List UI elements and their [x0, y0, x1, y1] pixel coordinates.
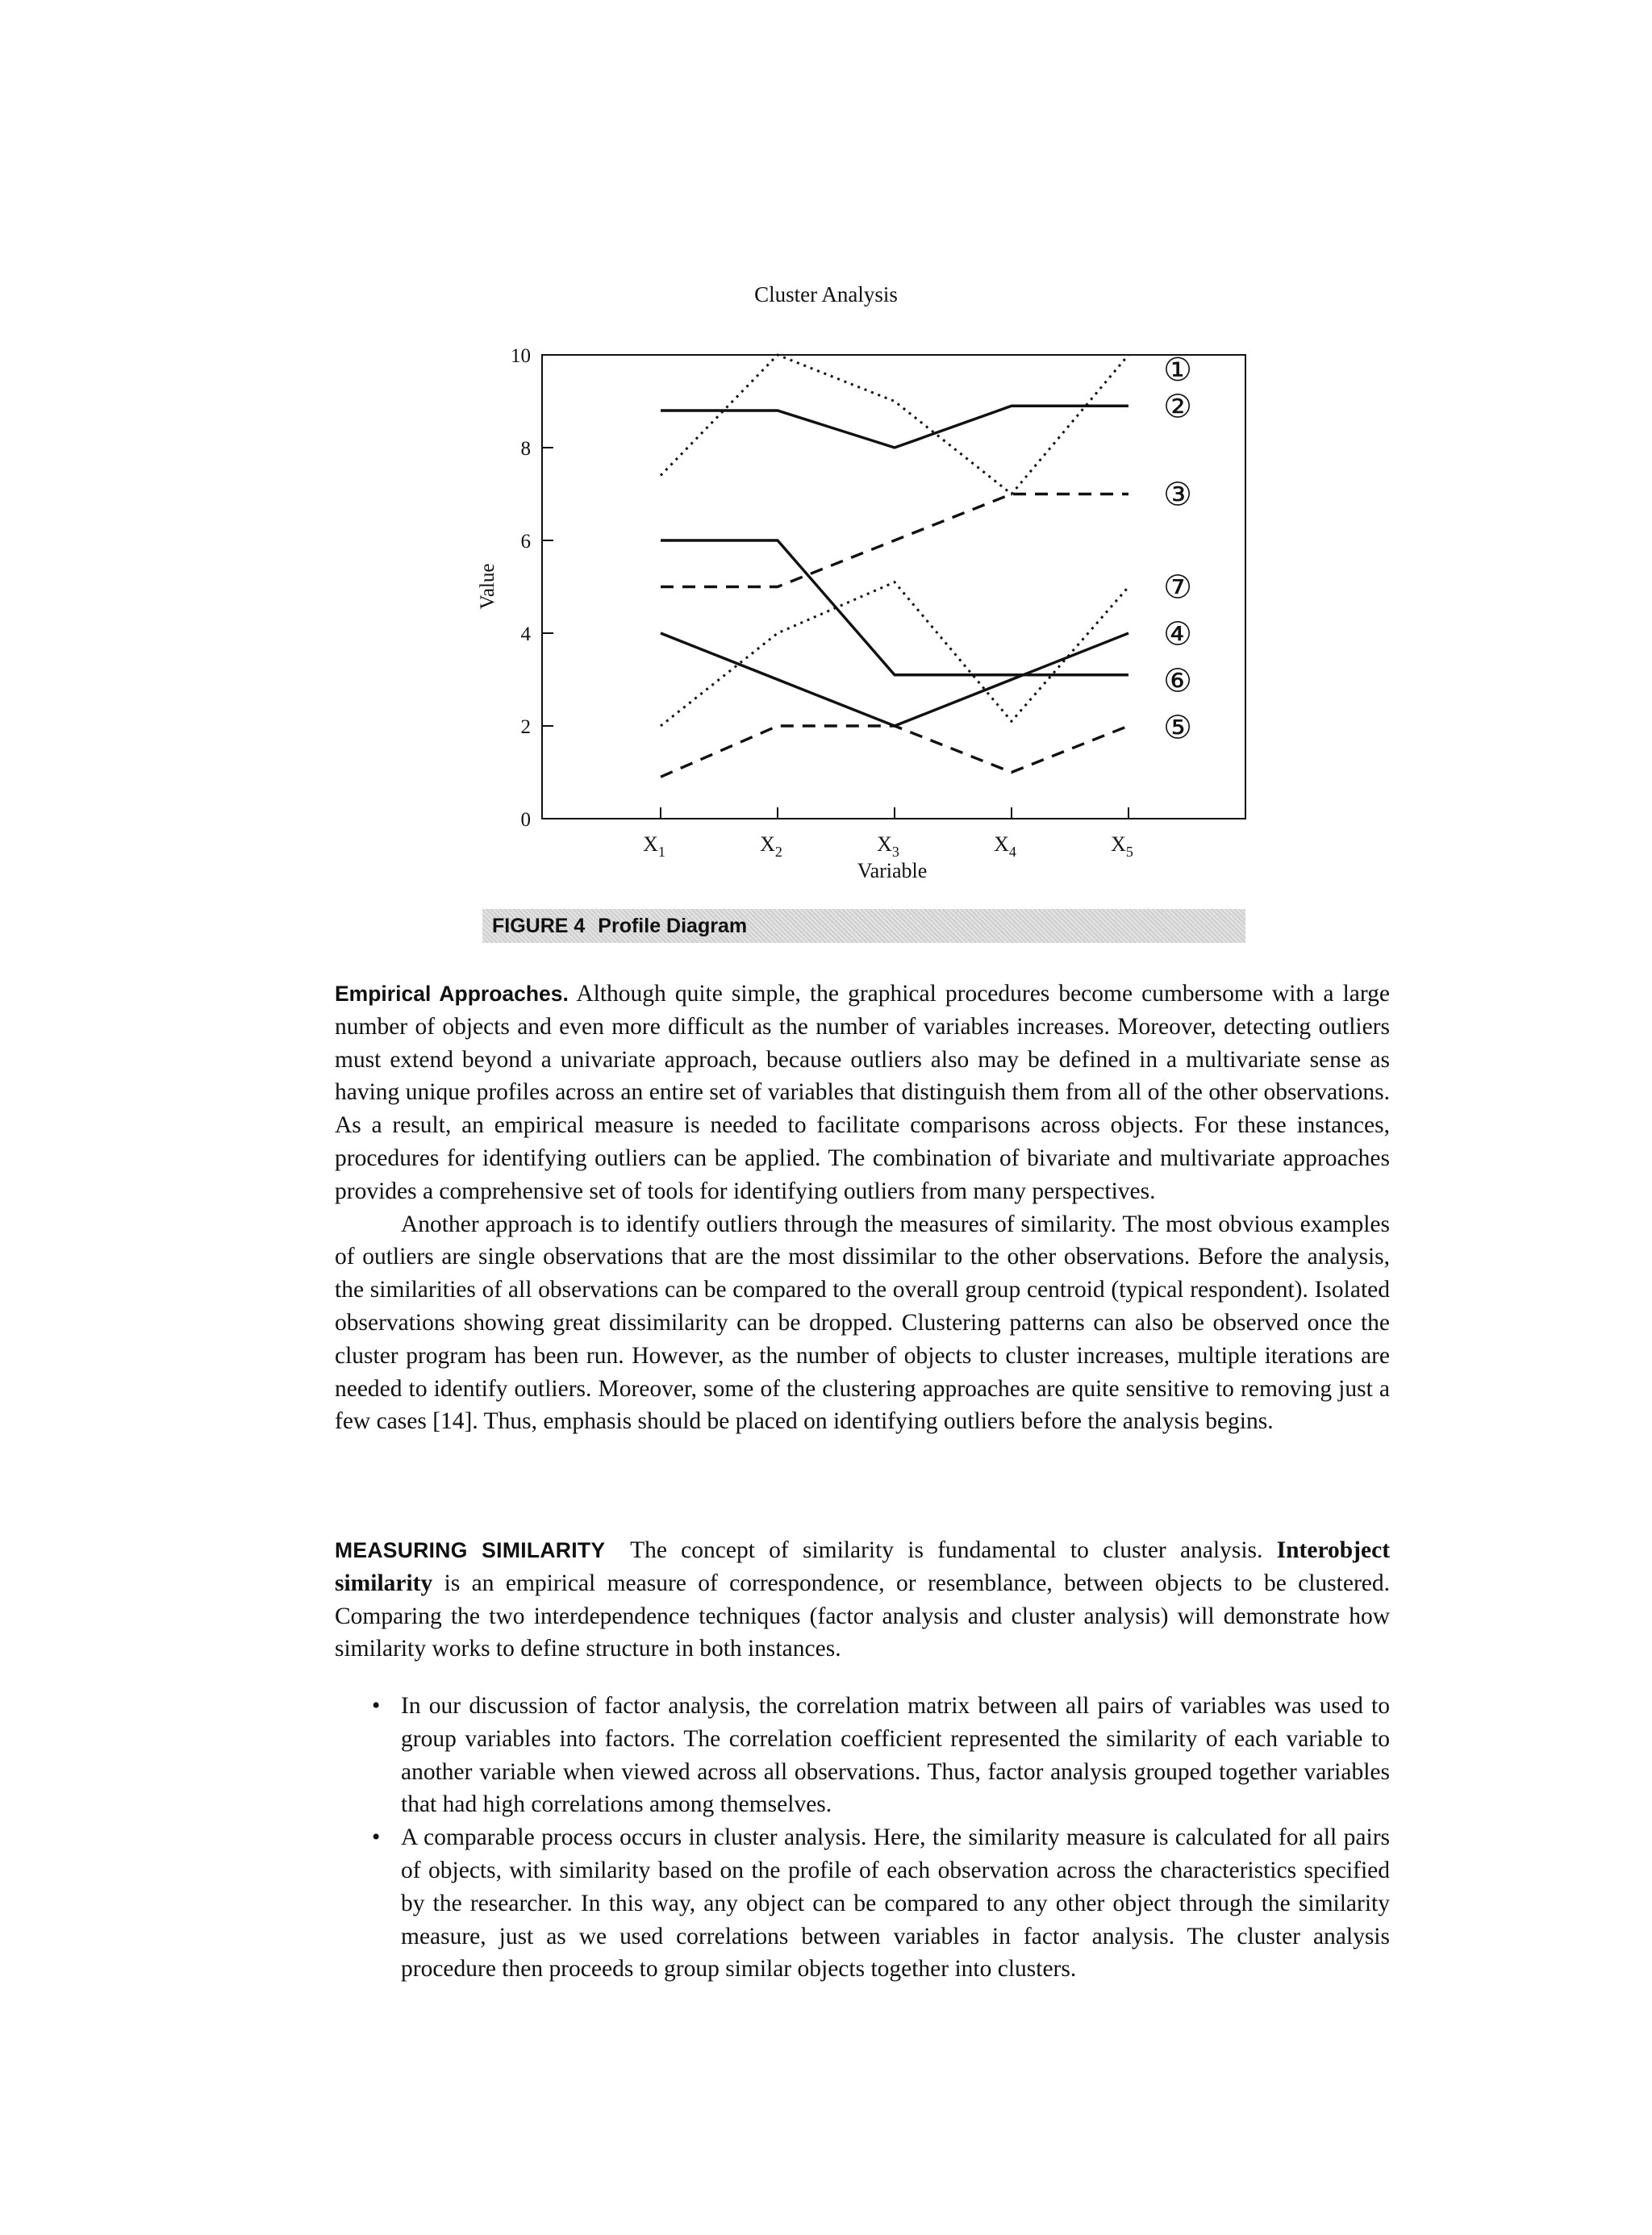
series-marker-2: ②	[1163, 388, 1192, 425]
paragraph	[335, 1534, 1390, 1666]
y-axis-label: Value	[477, 563, 499, 610]
series-line-1	[661, 355, 1128, 494]
section-measuring-similarity	[335, 1534, 1390, 1666]
y-tick-label: 0	[520, 809, 531, 831]
list-item	[335, 1690, 1390, 1821]
x-tick-label: $X_1$	[643, 832, 665, 860]
series-line-6	[661, 540, 1128, 675]
y-tick-label: 10	[511, 345, 531, 367]
y-axis	[511, 345, 553, 831]
key-term: Interobject similarity	[335, 1537, 1391, 1596]
series-marker-6: ⑥	[1163, 662, 1192, 699]
x-axis-label: Variable	[857, 859, 928, 882]
series-line-2	[661, 406, 1128, 448]
series-markers	[1163, 352, 1192, 746]
x-tick-label: $X_3$	[877, 832, 899, 860]
series-line-4	[661, 633, 1128, 726]
list-item-text: In our discussion of factor analysis, the correlation matrix between all pairs of variables was used to group variables into factors. The correlation coefficient represented the similarity of each variable to another variable when viewed across all observations. Thus, factor analysis grouped together variables that had high correlations among themselves.	[401, 1693, 1390, 1818]
x-tick-label: $X_2$	[760, 832, 782, 860]
series-marker-1: ①	[1163, 352, 1192, 388]
series-lines	[661, 355, 1128, 777]
series-line-7	[661, 582, 1128, 726]
paragraph-text: Although quite simple, the graphical procedures become cumbersome with a large number of objects and even more difficult as the number of variables increases. Moreover, detecting outliers must extend beyond a univariate approach, because outliers also may be defined in a multivariate sense as having unique profiles across an entire set of variables that distinguish them from all of the other observations. As a result, an empirical measure is needed to facilitate comparisons across objects. For these instances, procedures for identifying outliers can be applied. The combination of bivariate and multivariate approaches provides a comprehensive set of tools for identifying outliers from many perspectives.	[335, 981, 1390, 1204]
section-empirical-approaches	[335, 978, 1390, 1438]
series-marker-4: ④	[1163, 615, 1192, 653]
x-tick-label: $X_4$	[994, 832, 1016, 860]
figure-caption	[482, 909, 1245, 943]
series-marker-5: ⑤	[1163, 709, 1192, 746]
y-tick-label: 2	[520, 716, 531, 738]
profile-diagram-chart	[0, 0, 1652, 911]
series-line-5	[661, 726, 1128, 777]
series-marker-7: ⑦	[1163, 569, 1192, 606]
series-marker-3: ③	[1163, 476, 1192, 513]
section-heading: Empirical Approaches.	[335, 982, 569, 1006]
section-heading: MEASURING SIMILARITY	[335, 1538, 606, 1562]
figure-number: FIGURE 4	[492, 915, 586, 937]
running-head: Cluster Analysis	[754, 282, 898, 306]
plot-frame	[542, 355, 1245, 819]
paragraph	[335, 978, 1390, 1208]
x-tick-label: $X_5$	[1111, 832, 1133, 860]
list-item	[335, 1821, 1390, 1986]
paragraph: Another approach is to identify outliers through the measures of similarity. The most obvious examples of outliers are single observations that are the most dissimilar to the other observations. Before the analysis, the similarities of all observations can be compared to the overall group centroid (typical respondent). Isolated observations showing great dissimilarity can be dropped. Clustering patterns can also be observed once the cluster program has been run. However, as the number of objects to cluster increases, multiple iterations are needed to identify outliers. Moreover, some of the clustering approaches are quite sensitive to removing just a few cases [14]. Thus, emphasis should be placed on identifying outliers before the analysis begins.	[335, 1211, 1390, 1435]
bullet-list	[335, 1690, 1390, 1986]
paragraph-lead: The concept of similarity is fundamental to cluster analysis.	[630, 1537, 1263, 1563]
list-item-text: A comparable process occurs in cluster analysis. Here, the similarity measure is calculated for all pairs of objects, with similarity based on the profile of each observation across the characteristics specified by the researcher. In this way, any object can be compared to any other object through the similarity measure, just as we used correlations between variables in factor analysis. The cluster analysis procedure then proceeds to group similar objects together into clusters.	[401, 1824, 1390, 1983]
x-axis	[643, 807, 1133, 860]
y-tick-label: 6	[520, 531, 531, 552]
paragraph-text: is an empirical measure of correspondence, or resemblance, between objects to be clustered. Comparing the two interdependence techniques (factor analysis and cluster analysis) will demonstrate how similarity works to define structure in both instances.	[335, 1570, 1390, 1662]
figure-title: Profile Diagram	[598, 915, 748, 937]
bullet-icon: •	[372, 1824, 381, 1851]
bullet-icon: •	[372, 1693, 381, 1719]
y-tick-label: 4	[520, 623, 531, 645]
y-tick-label: 8	[520, 438, 531, 460]
